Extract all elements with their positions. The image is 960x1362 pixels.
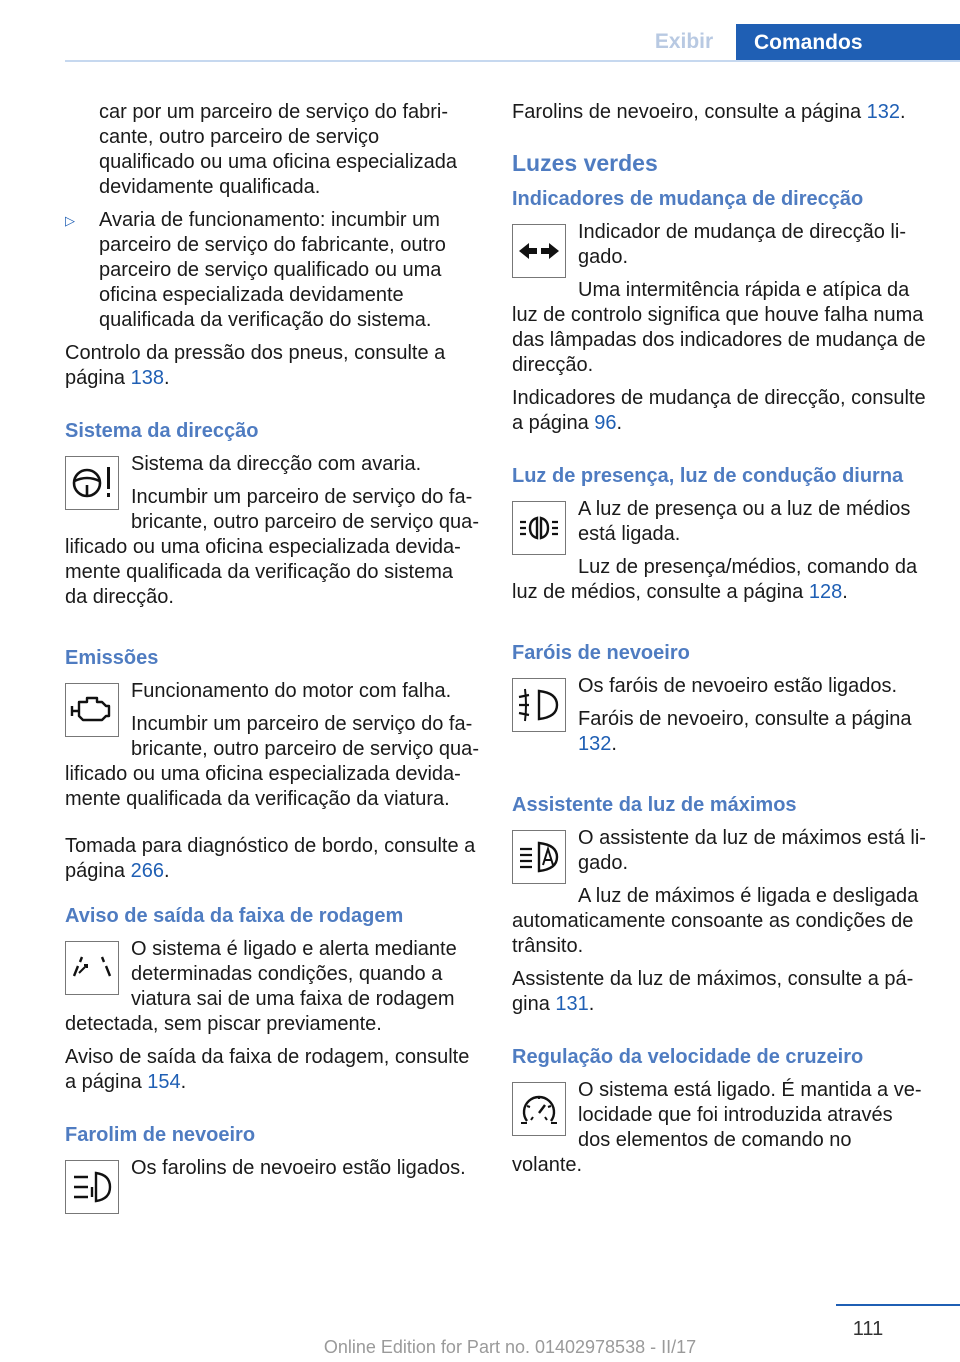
turn-line2: Uma intermitência rápida e atípica da luz de controlo significa que houve falha numa das lâmpadas dos indicadores de mudança de direcção.: [512, 279, 926, 376]
section-title-green-lights: Luzes verdes: [512, 150, 658, 176]
entry-rear-fog: [65, 1156, 479, 1220]
tire-pressure-ref: Controlo da pressão dos pneus, consulte a página 138.: [65, 342, 446, 389]
entry-cruise: [512, 1078, 926, 1186]
page-link-128[interactable]: 128: [808, 581, 843, 603]
entry-emissions: [65, 679, 479, 820]
tab-comandos[interactable]: Comandos: [736, 24, 960, 62]
header-rule: [65, 60, 960, 62]
lane-ref: Aviso de saída da faixa de rodagem, consulte a página 154.: [65, 1046, 470, 1093]
triangle-bullet-icon: ▷: [65, 213, 75, 228]
steering-warning-icon: [65, 456, 119, 510]
front-fog-light-icon: [512, 678, 566, 732]
highbeam-line2: A luz de máximos é ligada e desligada automaticamente consoante as condições de trânsito.: [512, 885, 919, 957]
entry-parking: [512, 497, 926, 613]
page-link-154[interactable]: 154: [147, 1071, 181, 1093]
diagnostic-ref: Tomada para diagnóstico de bordo, consulte a página 266.: [65, 835, 476, 882]
high-beam-assist-icon: [512, 830, 566, 884]
steering-line1: Sistema da direcção com avaria.: [131, 453, 422, 475]
entry-steering: [65, 452, 479, 618]
entry-turn: [512, 220, 926, 386]
lane-departure-icon: [65, 941, 119, 995]
turn-line1: Indicador de mudança de direcção ligado.: [578, 221, 906, 268]
page-link-96[interactable]: 96: [594, 412, 617, 434]
tab-exibir[interactable]: Exibir: [654, 30, 714, 53]
heading-turn: Indicadores de mudança de direcção: [512, 188, 864, 210]
entry-highbeam: [512, 826, 926, 967]
heading-emissions: Emissões: [65, 647, 159, 669]
page-link-132-b[interactable]: 132: [578, 733, 612, 755]
heading-front-fog: Faróis de nevoeiro: [512, 642, 690, 664]
page-link-266[interactable]: 266: [130, 860, 164, 882]
highbeam-ref: Assistente da luz de máximos, consulte a página 131.: [512, 968, 914, 1015]
heading-cruise: Regulação da velocidade de cruzeiro: [512, 1046, 864, 1068]
heading-rear-fog: Farolim de nevoeiro: [65, 1124, 256, 1146]
parking-light-icon: [512, 501, 566, 555]
lane-line1: O sistema é ligado e alerta mediante determinadas condições, quando a viatura sai de uma faixa de rodagem detectada, sem piscar previamente.: [65, 938, 457, 1035]
emissions-line1: Funcionamento do motor com falha.: [131, 680, 452, 702]
bullet-text: Avaria de funcionamento: incumbir um parceiro de serviço do fabricante, outro parceiro de serviço qualificado ou uma oficina especializada devidamente qualificada da verificação do sistema.: [99, 209, 446, 331]
continued-text: car por um parceiro de serviço do fabricante, outro parceiro de serviço qualificado ou uma oficina especializada devidamente qualificada.: [99, 101, 458, 198]
rear-fog-line1: Os farolins de nevoeiro estão ligados.: [131, 1157, 466, 1179]
left-column: [65, 100, 479, 1220]
page-number: 111: [852, 1318, 884, 1340]
rear-fog-ref: Farolins de nevoeiro, consulte a página 132.: [512, 101, 906, 123]
page-link-131[interactable]: 131: [555, 993, 589, 1015]
emissions-line2: Incumbir um parceiro de serviço do fabricante, outro parceiro de serviço qualificado ou uma oficina especializada devidamente qualificada da verificação da viatura.: [65, 713, 479, 810]
page-link-132-a[interactable]: 132: [866, 101, 901, 123]
engine-icon: [65, 683, 119, 737]
heading-highbeam: Assistente da luz de máximos: [512, 794, 797, 816]
heading-parking: Luz de presença, luz de condução diurna: [512, 465, 904, 487]
entry-lane: [65, 937, 479, 1045]
parking-line1: A luz de presença ou a luz de médios está ligada.: [578, 498, 911, 545]
heading-steering: Sistema da direcção: [65, 420, 259, 442]
heading-lane: Aviso de saída da faixa de rodagem: [65, 905, 404, 927]
rear-fog-light-icon: [65, 1160, 119, 1214]
turn-signal-icon: [512, 224, 566, 278]
front-fog-line1: Os faróis de nevoeiro estão ligados.: [578, 675, 898, 697]
cruise-line1: O sistema está ligado. É mantida a velocidade que foi introduzida através dos elementos de comando no volante.: [512, 1079, 922, 1176]
bullet-item: [65, 208, 479, 333]
front-fog-line2: Faróis de nevoeiro, consulte a página 132.: [578, 708, 912, 755]
right-column: [512, 100, 926, 1186]
turn-ref: Indicadores de mudança de direcção, consulte a página 96.: [512, 387, 926, 434]
highbeam-line1: O assistente da luz de máximos está ligado.: [578, 827, 926, 874]
page-link-138[interactable]: 138: [130, 367, 164, 389]
edition-footer: Online Edition for Part no. 01402978538 - II/17: [323, 1337, 697, 1357]
entry-front-fog: [512, 674, 926, 765]
footer-rule: [836, 1304, 960, 1306]
parking-line2: Luz de presença/médios, comando da luz de médios, consulte a página 128.: [512, 556, 918, 603]
steering-line2: Incumbir um parceiro de serviço do fabricante, outro parceiro de serviço qualificado ou uma oficina especializada devidamente qualificada da verificação do sistema da direcção.: [65, 486, 479, 608]
cruise-control-icon: [512, 1082, 566, 1136]
